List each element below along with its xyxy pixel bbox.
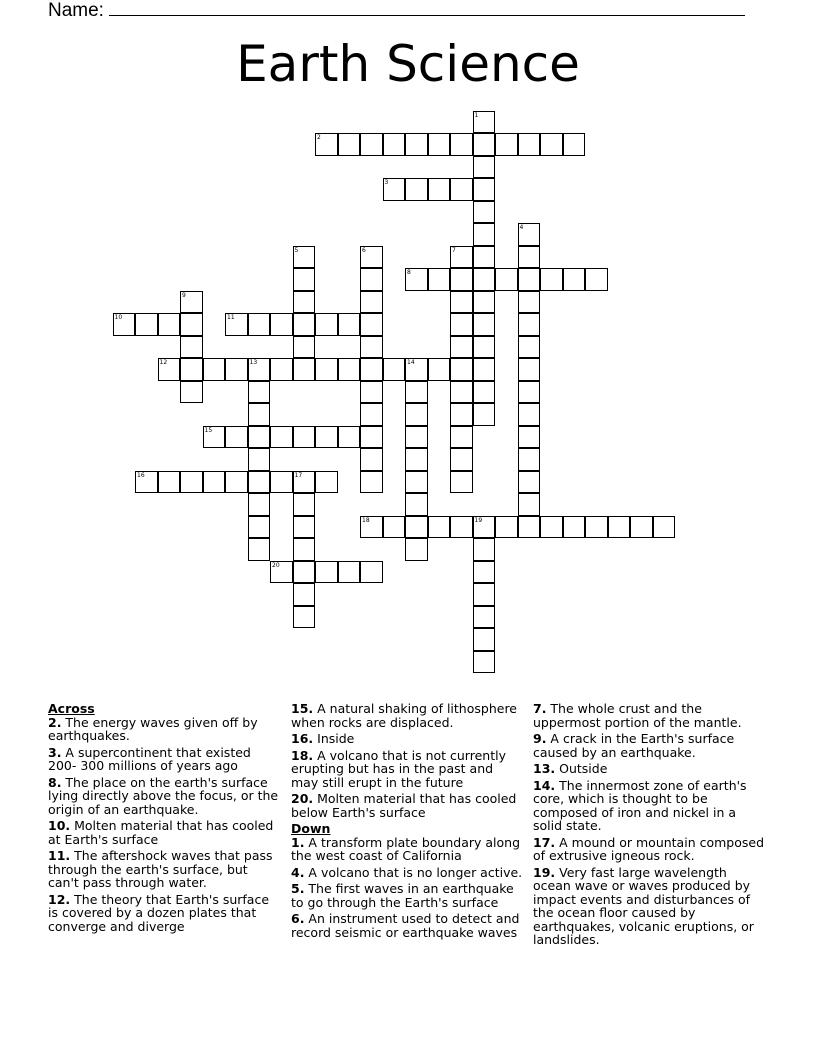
grid-cell[interactable] [248, 516, 271, 539]
down-clue [533, 866, 765, 947]
grid-cell[interactable] [113, 313, 136, 336]
grid-cell[interactable] [180, 291, 203, 314]
grid-cell[interactable] [248, 493, 271, 516]
clue-num: 15. [291, 701, 314, 716]
grid-cell[interactable] [360, 336, 383, 359]
grid-cell[interactable] [473, 358, 496, 381]
grid-cell[interactable] [608, 516, 631, 539]
grid-cell[interactable] [405, 448, 428, 471]
grid-cell[interactable] [383, 133, 406, 156]
grid-cell[interactable] [473, 268, 496, 291]
grid-cell[interactable] [360, 471, 383, 494]
grid-cell[interactable] [473, 538, 496, 561]
clue-text: A volcano that is not currently erupting but has in the past and may still erupt in the future [291, 747, 506, 790]
grid-cell[interactable] [270, 313, 293, 336]
grid-cell[interactable] [630, 516, 653, 539]
grid-cell[interactable] [405, 403, 428, 426]
grid-cell[interactable] [540, 268, 563, 291]
across-clue [48, 776, 280, 817]
grid-cell[interactable] [248, 426, 271, 449]
grid-cell[interactable] [518, 426, 541, 449]
grid-cell[interactable] [518, 381, 541, 404]
grid-cell[interactable] [428, 268, 451, 291]
grid-cell[interactable] [405, 381, 428, 404]
grid-cell[interactable] [518, 448, 541, 471]
clue-number: 12 [159, 359, 168, 366]
grid-cell[interactable] [248, 448, 271, 471]
grid-cell[interactable] [270, 561, 293, 584]
clue-text: A mound or mountain composed of extrusive igneous rock. [533, 834, 765, 863]
grid-cell[interactable] [405, 268, 428, 291]
clue-num: 18. [291, 747, 314, 763]
grid-cell[interactable] [450, 358, 473, 381]
grid-cell[interactable] [315, 358, 338, 381]
clue-text: A volcano that is no longer active. [304, 864, 523, 880]
grid-cell[interactable] [360, 561, 383, 584]
clue-text: A supercontinent that existed 200- 300 millions of years ago [48, 744, 251, 773]
clue-num: 6. [291, 911, 305, 926]
clue-text: The theory that Earth's surface is covered by a dozen plates that converge and diverge [48, 891, 270, 934]
grid-cell[interactable] [518, 493, 541, 516]
grid-cell[interactable] [518, 133, 541, 156]
grid-cell[interactable] [450, 178, 473, 201]
grid-cell[interactable] [473, 606, 496, 629]
across-clue [48, 746, 280, 773]
grid-cell[interactable] [563, 516, 586, 539]
grid-cell[interactable] [540, 516, 563, 539]
clue-number: 14 [407, 359, 415, 366]
grid-cell[interactable] [473, 156, 496, 179]
grid-cell[interactable] [360, 246, 383, 269]
clue-text: An instrument used to detect and record seismic or earthquake waves [291, 911, 520, 940]
grid-cell[interactable] [405, 178, 428, 201]
clues-column-1 [48, 702, 280, 936]
grid-cell[interactable] [518, 336, 541, 359]
grid-cell[interactable] [473, 381, 496, 404]
grid-cell[interactable] [293, 426, 316, 449]
grid-cell[interactable] [518, 246, 541, 269]
grid-cell[interactable] [383, 358, 406, 381]
grid-cell[interactable] [450, 291, 473, 314]
grid-cell[interactable] [473, 291, 496, 314]
grid-cell[interactable] [315, 313, 338, 336]
clue-heading: Down [291, 821, 331, 836]
grid-cell[interactable] [405, 538, 428, 561]
grid-cell[interactable] [450, 426, 473, 449]
across-clue [291, 792, 523, 819]
grid-cell[interactable] [518, 313, 541, 336]
across-clue [48, 849, 280, 890]
grid-cell[interactable] [135, 313, 158, 336]
grid-cell[interactable] [473, 561, 496, 584]
clue-text: The first waves in an earthquake to go through the Earth's surface [291, 881, 514, 910]
grid-cell[interactable] [248, 403, 271, 426]
across-clue [48, 893, 280, 934]
clue-text: A transform plate boundary along the west coast of California [291, 834, 521, 863]
grid-cell[interactable] [248, 471, 271, 494]
clue-number: 18 [362, 516, 370, 524]
grid-cell[interactable] [293, 561, 316, 584]
grid-cell[interactable] [338, 313, 361, 336]
clue-heading: Across [48, 701, 95, 716]
clue-number: 1 [474, 111, 479, 119]
grid-cell[interactable] [473, 516, 496, 539]
grid-cell[interactable] [518, 358, 541, 381]
grid-cell[interactable] [180, 358, 203, 381]
grid-cell[interactable] [225, 358, 248, 381]
grid-cell[interactable] [293, 516, 316, 539]
name-label: Name: [48, 0, 104, 21]
grid-cell[interactable] [450, 313, 473, 336]
clue-number: 7 [452, 246, 456, 254]
grid-cell[interactable] [473, 111, 496, 134]
grid-cell[interactable] [473, 583, 496, 606]
grid-cell[interactable] [428, 133, 451, 156]
clue-text: The place on the earth's surface lying directly above the focus, or the origin of an earthquake. [48, 774, 279, 817]
grid-cell[interactable] [338, 358, 361, 381]
grid-cell[interactable] [293, 538, 316, 561]
grid-cell[interactable] [585, 516, 608, 539]
grid-cell[interactable] [338, 561, 361, 584]
grid-cell[interactable] [405, 426, 428, 449]
grid-cell[interactable] [518, 471, 541, 494]
grid-cell[interactable] [450, 268, 473, 291]
grid-cell[interactable] [450, 471, 473, 494]
grid-cell[interactable] [450, 403, 473, 426]
grid-cell[interactable] [293, 246, 316, 269]
across-clue [291, 732, 523, 746]
clue-num: 9. [533, 731, 547, 746]
grid-cell[interactable] [473, 313, 496, 336]
grid-cell[interactable] [428, 358, 451, 381]
grid-cell[interactable] [315, 471, 338, 494]
grid-cell[interactable] [293, 291, 316, 314]
grid-cell[interactable] [473, 178, 496, 201]
clue-number: 16 [137, 471, 145, 479]
across-clue [48, 819, 280, 846]
grid-cell[interactable] [473, 246, 496, 269]
grid-cell[interactable] [158, 471, 181, 494]
grid-cell[interactable] [450, 336, 473, 359]
clue-num: 19. [533, 864, 556, 880]
grid-cell[interactable] [180, 381, 203, 404]
clue-number: 3 [384, 179, 389, 186]
grid-cell[interactable] [203, 426, 226, 449]
clue-number: 2 [317, 134, 321, 141]
grid-cell[interactable] [473, 133, 496, 156]
clue-num: 4. [291, 864, 305, 880]
grid-cell[interactable] [203, 471, 226, 494]
clue-number: 17 [294, 471, 303, 479]
grid-cell[interactable] [473, 651, 496, 674]
grid-cell[interactable] [405, 358, 428, 381]
grid-cell[interactable] [428, 178, 451, 201]
grid-cell[interactable] [450, 448, 473, 471]
grid-cell[interactable] [135, 471, 158, 494]
grid-cell[interactable] [383, 178, 406, 201]
grid-cell[interactable] [360, 426, 383, 449]
grid-cell[interactable] [540, 133, 563, 156]
clues-column-2 [291, 702, 523, 942]
clue-number: 6 [362, 246, 366, 254]
grid-cell[interactable] [248, 358, 271, 381]
grid-cell[interactable] [270, 426, 293, 449]
clue-text: Inside [313, 731, 355, 746]
grid-cell[interactable] [405, 471, 428, 494]
clue-text: The whole crust and the uppermost portion of the mantle. [533, 701, 742, 730]
clue-num: 2. [48, 714, 62, 730]
grid-cell[interactable] [293, 336, 316, 359]
grid-cell[interactable] [293, 583, 316, 606]
grid-cell[interactable] [180, 313, 203, 336]
grid-cell[interactable] [315, 133, 338, 156]
grid-cell[interactable] [293, 358, 316, 381]
grid-cell[interactable] [360, 291, 383, 314]
grid-cell[interactable] [405, 493, 428, 516]
grid-cell[interactable] [383, 516, 406, 539]
clue-text: Very fast large wavelength ocean wave or waves produced by impact events and disturbances of the ocean floor caused by earthquakes, volcanic eruptions, or landslides. [533, 864, 754, 947]
grid-cell[interactable] [180, 336, 203, 359]
grid-cell[interactable] [225, 313, 248, 336]
grid-cell[interactable] [473, 628, 496, 651]
clue-number: 15 [204, 426, 213, 434]
down-clue [291, 836, 523, 863]
grid-cell[interactable] [518, 268, 541, 291]
grid-cell[interactable] [360, 381, 383, 404]
grid-cell[interactable] [293, 606, 316, 629]
down-clue [533, 836, 765, 863]
grid-cell[interactable] [293, 313, 316, 336]
grid-cell[interactable] [518, 291, 541, 314]
clue-text: A natural shaking of lithosphere when rocks are displaced. [291, 701, 517, 730]
clue-text: Outside [555, 761, 608, 776]
clue-num: 11. [48, 848, 71, 863]
clue-num: 10. [48, 818, 71, 833]
clue-num: 3. [48, 744, 62, 760]
clue-number: 10 [114, 314, 123, 321]
grid-cell[interactable] [518, 516, 541, 539]
down-clue [533, 779, 765, 833]
grid-cell[interactable] [315, 561, 338, 584]
grid-cell[interactable] [585, 268, 608, 291]
grid-cell[interactable] [360, 516, 383, 539]
clue-num: 1. [291, 834, 305, 850]
clue-num: 17. [533, 834, 556, 850]
grid-cell[interactable] [495, 268, 518, 291]
down-clue [291, 882, 523, 909]
clue-num: 14. [533, 777, 556, 793]
grid-cell[interactable] [405, 516, 428, 539]
clue-text: The energy waves given off by earthquakes. [48, 714, 258, 743]
grid-cell[interactable] [473, 201, 496, 224]
grid-cell[interactable] [225, 471, 248, 494]
clue-number: 13 [249, 359, 258, 366]
clue-number: 5 [294, 246, 299, 254]
clue-number: 4 [519, 224, 524, 231]
across-clue [291, 749, 523, 790]
grid-cell[interactable] [450, 133, 473, 156]
grid-cell[interactable] [518, 223, 541, 246]
grid-cell[interactable] [158, 313, 181, 336]
grid-cell[interactable] [450, 516, 473, 539]
page-title: Earth Science [236, 35, 580, 93]
grid-cell[interactable] [270, 471, 293, 494]
grid-cell[interactable] [473, 336, 496, 359]
down-clue [533, 702, 765, 729]
grid-cell[interactable] [158, 358, 181, 381]
down-clue [291, 912, 523, 939]
grid-cell[interactable] [495, 133, 518, 156]
grid-cell[interactable] [450, 246, 473, 269]
grid-cell[interactable] [450, 381, 473, 404]
grid-cell[interactable] [293, 268, 316, 291]
clues-column-3 [533, 702, 765, 950]
clue-num: 12. [48, 891, 71, 907]
grid-cell[interactable] [293, 471, 316, 494]
grid-cell[interactable] [518, 403, 541, 426]
grid-cell[interactable] [270, 358, 293, 381]
down-clue [533, 762, 765, 776]
grid-cell[interactable] [338, 426, 361, 449]
clue-number: 20 [272, 561, 280, 569]
grid-cell[interactable] [338, 133, 361, 156]
grid-cell[interactable] [428, 516, 451, 539]
clue-number: 9 [182, 291, 186, 299]
clue-num: 8. [48, 774, 62, 790]
grid-cell[interactable] [563, 133, 586, 156]
across-clue [291, 702, 523, 729]
grid-cell[interactable] [360, 313, 383, 336]
grid-cell[interactable] [653, 516, 676, 539]
clue-text: The aftershock waves that pass through the earth's surface, but can't pass through water. [48, 848, 273, 890]
grid-cell[interactable] [563, 268, 586, 291]
clue-num: 16. [291, 731, 314, 746]
clue-number: 11 [227, 314, 235, 321]
down-clue [291, 866, 523, 880]
grid-cell[interactable] [180, 471, 203, 494]
grid-cell[interactable] [405, 133, 428, 156]
clue-num: 5. [291, 881, 305, 896]
grid-cell[interactable] [473, 223, 496, 246]
grid-cell[interactable] [360, 448, 383, 471]
across-clue [48, 716, 280, 743]
grid-cell[interactable] [293, 493, 316, 516]
clue-number: 19 [474, 516, 483, 524]
clue-num: 13. [533, 761, 556, 776]
grid-cell[interactable] [248, 313, 271, 336]
grid-cell[interactable] [248, 538, 271, 561]
clue-number: 8 [407, 269, 411, 276]
clue-num: 7. [533, 701, 547, 716]
clue-text: The innermost zone of earth's core, which is thought to be composed of iron and nickel in a solid state. [533, 777, 747, 833]
grid-cell[interactable] [360, 268, 383, 291]
grid-cell[interactable] [315, 426, 338, 449]
clue-text: Molten material that has cooled below Earth's surface [291, 791, 517, 820]
grid-cell[interactable] [360, 133, 383, 156]
grid-cell[interactable] [360, 403, 383, 426]
grid-cell[interactable] [495, 516, 518, 539]
clue-num: 20. [291, 791, 314, 806]
down-clue [533, 732, 765, 759]
grid-cell[interactable] [248, 381, 271, 404]
clue-text: Molten material that has cooled at Earth's surface [48, 818, 274, 847]
grid-cell[interactable] [225, 426, 248, 449]
clue-text: A crack in the Earth's surface caused by an earthquake. [533, 731, 735, 760]
grid-cell[interactable] [473, 403, 496, 426]
grid-cell[interactable] [360, 358, 383, 381]
grid-cell[interactable] [203, 358, 226, 381]
